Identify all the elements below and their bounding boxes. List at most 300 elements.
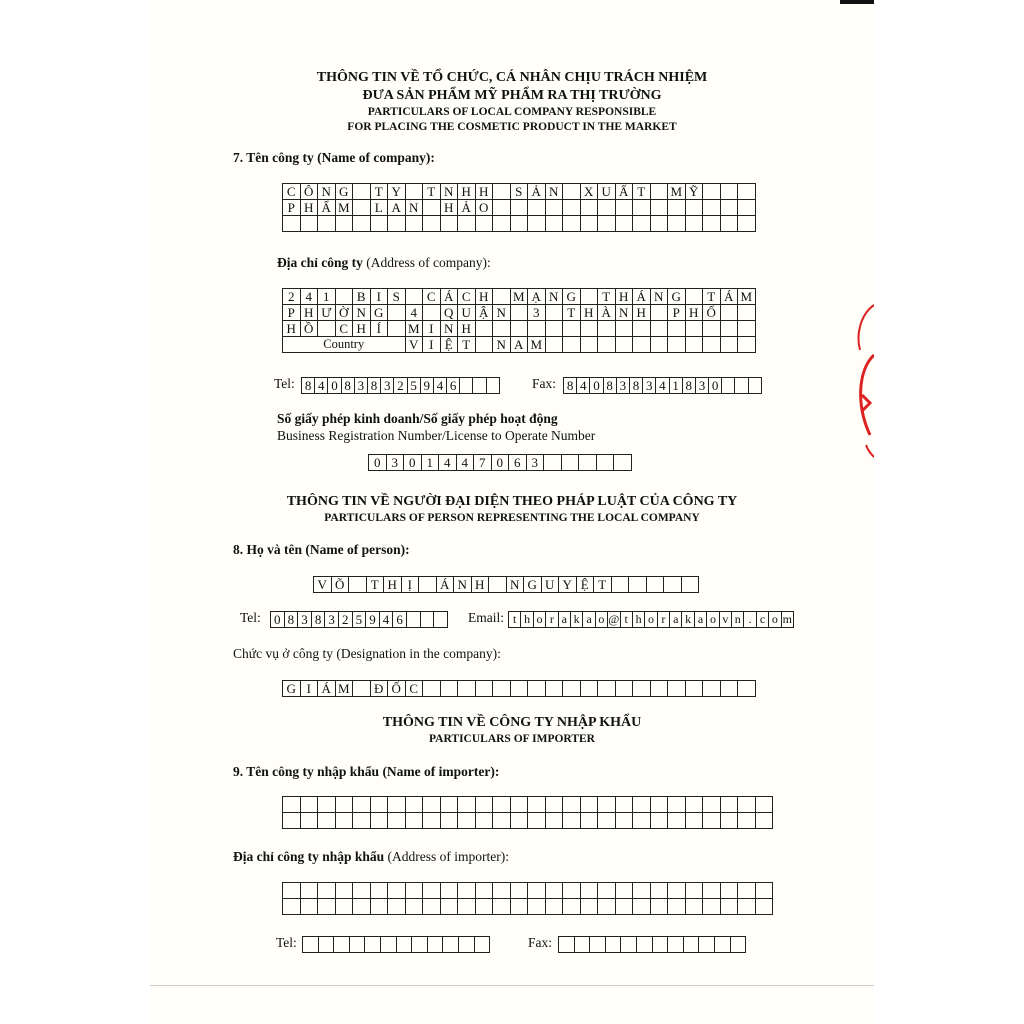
char-box[interactable] [510, 813, 528, 829]
char-box[interactable] [598, 216, 616, 232]
char-box[interactable]: t [509, 612, 521, 628]
char-box[interactable] [493, 797, 511, 813]
char-box[interactable] [300, 797, 318, 813]
char-box[interactable] [475, 797, 493, 813]
char-box[interactable]: 1 [669, 378, 682, 394]
char-box[interactable]: T [598, 289, 616, 305]
char-box[interactable]: 6 [447, 378, 460, 394]
char-box[interactable] [703, 681, 721, 697]
char-box[interactable] [668, 937, 684, 953]
char-box[interactable] [703, 184, 721, 200]
char-box[interactable] [318, 321, 336, 337]
char-box[interactable] [722, 378, 735, 394]
char-box[interactable] [388, 321, 406, 337]
char-box[interactable]: o [533, 612, 545, 628]
char-box[interactable]: r [657, 612, 669, 628]
char-box[interactable]: 8 [629, 378, 642, 394]
char-box[interactable] [720, 883, 738, 899]
char-box[interactable] [615, 681, 633, 697]
char-box[interactable]: N [650, 289, 668, 305]
importer-name-grid[interactable] [282, 796, 773, 829]
char-box[interactable] [720, 305, 738, 321]
char-box[interactable] [349, 937, 365, 953]
char-box[interactable]: T [423, 184, 441, 200]
char-box[interactable] [440, 813, 458, 829]
char-box[interactable]: 3 [298, 612, 312, 628]
char-box[interactable] [318, 899, 336, 915]
char-box[interactable] [633, 321, 651, 337]
char-box[interactable] [703, 899, 721, 915]
char-box[interactable] [318, 216, 336, 232]
char-box[interactable]: G [283, 681, 301, 697]
char-box[interactable] [738, 813, 756, 829]
char-box[interactable] [545, 216, 563, 232]
char-box[interactable]: V [314, 577, 332, 593]
char-box[interactable] [681, 577, 699, 593]
char-box[interactable]: U [541, 577, 559, 593]
importer-tel-grid[interactable] [302, 936, 490, 953]
char-box[interactable] [738, 200, 756, 216]
char-box[interactable] [563, 813, 581, 829]
char-box[interactable] [353, 184, 371, 200]
char-box[interactable] [580, 883, 598, 899]
char-box[interactable]: Q [440, 305, 458, 321]
char-box[interactable]: 3 [354, 378, 367, 394]
char-box[interactable] [755, 883, 773, 899]
char-box[interactable] [419, 577, 437, 593]
char-box[interactable]: 7 [474, 455, 492, 471]
char-box[interactable]: N [353, 305, 371, 321]
char-box[interactable] [493, 216, 511, 232]
char-box[interactable]: 4 [300, 289, 318, 305]
char-box[interactable] [423, 797, 441, 813]
char-box[interactable] [528, 681, 546, 697]
char-box[interactable] [738, 899, 756, 915]
char-box[interactable] [563, 216, 581, 232]
char-box[interactable]: U [598, 184, 616, 200]
char-box[interactable]: o [595, 612, 607, 628]
char-box[interactable] [493, 681, 511, 697]
char-box[interactable] [486, 378, 499, 394]
char-box[interactable] [545, 321, 563, 337]
char-box[interactable] [545, 797, 563, 813]
char-box[interactable] [650, 305, 668, 321]
char-box[interactable] [720, 200, 738, 216]
char-box[interactable] [650, 184, 668, 200]
char-box[interactable]: c [756, 612, 768, 628]
char-box[interactable] [683, 937, 699, 953]
char-box[interactable] [703, 321, 721, 337]
char-box[interactable]: T [594, 577, 612, 593]
char-box[interactable] [370, 883, 388, 899]
char-box[interactable] [458, 681, 476, 697]
char-box[interactable] [458, 899, 476, 915]
char-box[interactable]: 2 [394, 378, 407, 394]
char-box[interactable] [738, 305, 756, 321]
char-box[interactable]: Õ [331, 577, 349, 593]
char-box[interactable] [412, 937, 428, 953]
char-box[interactable]: P [283, 200, 301, 216]
char-box[interactable]: Ị [401, 577, 419, 593]
char-box[interactable] [615, 813, 633, 829]
person-tel-grid[interactable] [270, 611, 448, 628]
char-box[interactable]: C [423, 289, 441, 305]
char-box[interactable] [596, 455, 614, 471]
char-box[interactable]: 3 [695, 378, 708, 394]
char-box[interactable] [636, 937, 652, 953]
char-box[interactable] [300, 216, 318, 232]
char-box[interactable] [380, 937, 396, 953]
char-box[interactable]: 9 [366, 612, 380, 628]
char-box[interactable] [748, 378, 761, 394]
char-box[interactable] [300, 813, 318, 829]
char-box[interactable] [440, 216, 458, 232]
char-box[interactable]: Ậ [475, 305, 493, 321]
char-box[interactable]: 4 [456, 455, 474, 471]
char-box[interactable]: N [405, 200, 423, 216]
char-box[interactable]: T [370, 184, 388, 200]
char-box[interactable]: 4 [433, 378, 446, 394]
char-box[interactable]: Á [318, 681, 336, 697]
person-email-grid[interactable] [508, 611, 794, 628]
char-box[interactable] [633, 200, 651, 216]
char-box[interactable]: I [370, 289, 388, 305]
char-box[interactable] [703, 200, 721, 216]
char-box[interactable]: P [283, 305, 301, 321]
char-box[interactable] [580, 216, 598, 232]
char-box[interactable]: N [493, 305, 511, 321]
char-box[interactable]: X [580, 184, 598, 200]
char-box[interactable]: S [388, 289, 406, 305]
char-box[interactable] [475, 813, 493, 829]
char-box[interactable] [423, 813, 441, 829]
char-box[interactable]: Đ [370, 681, 388, 697]
char-box[interactable]: Ồ [300, 321, 318, 337]
char-box[interactable]: o [769, 612, 781, 628]
license-number-grid[interactable] [368, 454, 632, 471]
char-box[interactable] [388, 813, 406, 829]
char-box[interactable] [574, 937, 590, 953]
char-box[interactable] [434, 612, 448, 628]
char-box[interactable] [423, 200, 441, 216]
char-box[interactable] [703, 337, 721, 353]
char-box[interactable] [580, 813, 598, 829]
char-box[interactable]: À [598, 305, 616, 321]
char-box[interactable] [650, 337, 668, 353]
char-box[interactable] [335, 899, 353, 915]
char-box[interactable]: 4 [656, 378, 669, 394]
char-box[interactable]: U [458, 305, 476, 321]
char-box[interactable] [423, 305, 441, 321]
char-box[interactable]: T [633, 184, 651, 200]
char-box[interactable]: N [545, 184, 563, 200]
char-box[interactable] [458, 216, 476, 232]
char-box[interactable] [580, 321, 598, 337]
char-box[interactable] [685, 216, 703, 232]
char-box[interactable]: N [506, 577, 524, 593]
char-box[interactable] [353, 200, 371, 216]
char-box[interactable] [405, 216, 423, 232]
char-box[interactable] [614, 455, 632, 471]
char-box[interactable] [590, 937, 606, 953]
char-box[interactable]: Á [440, 289, 458, 305]
char-box[interactable] [405, 899, 423, 915]
char-box[interactable]: 6 [509, 455, 527, 471]
char-box[interactable] [580, 337, 598, 353]
char-box[interactable]: C [405, 681, 423, 697]
char-box[interactable] [668, 883, 686, 899]
char-box[interactable] [563, 200, 581, 216]
char-box[interactable] [388, 797, 406, 813]
char-box[interactable] [720, 184, 738, 200]
char-box[interactable] [473, 378, 486, 394]
char-box[interactable] [440, 883, 458, 899]
char-box[interactable] [353, 797, 371, 813]
char-box[interactable] [650, 797, 668, 813]
char-box[interactable]: 0 [590, 378, 603, 394]
char-box[interactable]: 0 [328, 378, 341, 394]
char-box[interactable]: o [707, 612, 719, 628]
char-box[interactable] [685, 883, 703, 899]
char-box[interactable]: H [685, 305, 703, 321]
char-box[interactable] [738, 216, 756, 232]
char-box[interactable] [528, 899, 546, 915]
char-box[interactable]: Ư [318, 305, 336, 321]
char-box[interactable]: 3 [526, 455, 544, 471]
char-box[interactable] [668, 681, 686, 697]
char-box[interactable] [615, 216, 633, 232]
char-box[interactable] [633, 899, 651, 915]
char-box[interactable] [510, 305, 528, 321]
importer-address-grid[interactable] [282, 882, 773, 915]
char-box[interactable] [598, 883, 616, 899]
char-box[interactable]: V [405, 337, 423, 353]
char-box[interactable] [545, 305, 563, 321]
char-box[interactable]: C [458, 289, 476, 305]
char-box[interactable]: k [570, 612, 582, 628]
char-box[interactable]: Ệ [440, 337, 458, 353]
char-box[interactable] [580, 797, 598, 813]
char-box[interactable] [633, 216, 651, 232]
char-box[interactable] [528, 883, 546, 899]
char-box[interactable] [458, 813, 476, 829]
char-box[interactable] [738, 337, 756, 353]
char-box[interactable] [440, 797, 458, 813]
char-box[interactable] [563, 321, 581, 337]
char-box[interactable]: h [521, 612, 533, 628]
char-box[interactable] [738, 184, 756, 200]
char-box[interactable] [545, 899, 563, 915]
char-box[interactable] [652, 937, 668, 953]
char-box[interactable] [615, 337, 633, 353]
char-box[interactable] [685, 321, 703, 337]
char-box[interactable]: C [335, 321, 353, 337]
char-box[interactable]: v [719, 612, 731, 628]
char-box[interactable] [458, 937, 474, 953]
char-box[interactable] [475, 216, 493, 232]
char-box[interactable]: 3 [325, 612, 339, 628]
char-box[interactable]: I [300, 681, 318, 697]
char-box[interactable] [353, 899, 371, 915]
char-box[interactable] [598, 200, 616, 216]
char-box[interactable] [283, 899, 301, 915]
char-box[interactable] [685, 813, 703, 829]
char-box[interactable]: A [388, 200, 406, 216]
char-box[interactable] [563, 797, 581, 813]
char-box[interactable] [650, 321, 668, 337]
char-box[interactable]: G [668, 289, 686, 305]
char-box[interactable]: Ô [300, 184, 318, 200]
char-box[interactable] [545, 813, 563, 829]
char-box[interactable]: H [300, 200, 318, 216]
char-box[interactable]: 8 [284, 612, 298, 628]
char-box[interactable] [580, 200, 598, 216]
char-box[interactable] [493, 321, 511, 337]
char-box[interactable] [738, 883, 756, 899]
char-box[interactable]: H [615, 289, 633, 305]
char-box[interactable] [605, 937, 621, 953]
char-box[interactable] [440, 899, 458, 915]
char-box[interactable] [615, 797, 633, 813]
char-box[interactable] [370, 216, 388, 232]
char-box[interactable] [406, 612, 420, 628]
char-box[interactable]: 2 [283, 289, 301, 305]
char-box[interactable]: H [283, 321, 301, 337]
char-box[interactable] [475, 883, 493, 899]
char-box[interactable] [685, 681, 703, 697]
char-box[interactable]: 3 [381, 378, 394, 394]
char-box[interactable] [300, 899, 318, 915]
char-box[interactable] [650, 899, 668, 915]
char-box[interactable] [580, 899, 598, 915]
char-box[interactable] [423, 681, 441, 697]
char-box[interactable] [475, 337, 493, 353]
char-box[interactable] [510, 681, 528, 697]
char-box[interactable] [703, 883, 721, 899]
char-box[interactable] [388, 883, 406, 899]
char-box[interactable] [699, 937, 715, 953]
char-box[interactable] [528, 200, 546, 216]
char-box[interactable] [405, 883, 423, 899]
char-box[interactable] [493, 899, 511, 915]
char-box[interactable] [528, 321, 546, 337]
char-box[interactable] [458, 883, 476, 899]
char-box[interactable]: H [475, 184, 493, 200]
char-box[interactable]: N [440, 184, 458, 200]
char-box[interactable] [685, 200, 703, 216]
char-box[interactable] [510, 321, 528, 337]
char-box[interactable] [458, 797, 476, 813]
char-box[interactable] [561, 455, 579, 471]
char-box[interactable]: . [744, 612, 756, 628]
char-box[interactable]: 3 [616, 378, 629, 394]
char-box[interactable] [720, 321, 738, 337]
char-box[interactable]: M [335, 200, 353, 216]
char-box[interactable] [318, 797, 336, 813]
char-box[interactable]: o [645, 612, 657, 628]
char-box[interactable]: Ệ [576, 577, 594, 593]
char-box[interactable] [615, 883, 633, 899]
char-box[interactable] [668, 899, 686, 915]
char-box[interactable]: @ [608, 612, 620, 626]
company-name-grid[interactable] [282, 183, 756, 232]
char-box[interactable]: 1 [421, 455, 439, 471]
char-box[interactable]: 0 [271, 612, 285, 628]
char-box[interactable]: 8 [302, 378, 315, 394]
char-box[interactable]: Ố [388, 681, 406, 697]
char-box[interactable]: 4 [315, 378, 328, 394]
char-box[interactable] [598, 813, 616, 829]
char-box[interactable]: r [546, 612, 558, 628]
char-box[interactable] [730, 937, 746, 953]
char-box[interactable] [510, 883, 528, 899]
char-box[interactable]: H [580, 305, 598, 321]
char-box[interactable] [423, 899, 441, 915]
char-box[interactable] [493, 883, 511, 899]
char-box[interactable] [720, 899, 738, 915]
char-box[interactable] [544, 455, 562, 471]
char-box[interactable]: k [682, 612, 694, 628]
char-box[interactable]: 8 [341, 378, 354, 394]
char-box[interactable]: C [283, 184, 301, 200]
char-box[interactable] [563, 899, 581, 915]
char-box[interactable] [545, 681, 563, 697]
char-box[interactable] [714, 937, 730, 953]
char-box[interactable]: Y [388, 184, 406, 200]
char-box[interactable] [443, 937, 459, 953]
char-box[interactable] [405, 184, 423, 200]
char-box[interactable] [335, 797, 353, 813]
char-box[interactable] [580, 681, 598, 697]
designation-grid[interactable] [282, 680, 756, 697]
char-box[interactable] [510, 216, 528, 232]
char-box[interactable]: a [583, 612, 595, 628]
char-box[interactable]: 8 [603, 378, 616, 394]
char-box[interactable] [489, 577, 507, 593]
char-box[interactable] [598, 899, 616, 915]
char-box[interactable]: B [353, 289, 371, 305]
char-box[interactable] [633, 681, 651, 697]
char-box[interactable]: Ố [703, 305, 721, 321]
char-box[interactable] [349, 577, 367, 593]
char-box[interactable]: H [458, 184, 476, 200]
char-box[interactable]: H [440, 200, 458, 216]
char-box[interactable] [579, 455, 597, 471]
char-box[interactable] [396, 937, 412, 953]
char-box[interactable] [598, 321, 616, 337]
char-box[interactable] [650, 883, 668, 899]
char-box[interactable]: H [353, 321, 371, 337]
char-box[interactable] [388, 216, 406, 232]
char-box[interactable] [493, 184, 511, 200]
char-box[interactable] [720, 813, 738, 829]
char-box[interactable] [370, 797, 388, 813]
char-box[interactable] [615, 899, 633, 915]
char-box[interactable] [598, 337, 616, 353]
char-box[interactable] [563, 184, 581, 200]
char-box[interactable]: 2 [338, 612, 352, 628]
char-box[interactable]: M [528, 337, 546, 353]
char-box[interactable]: Ả [528, 184, 546, 200]
char-box[interactable]: H [300, 305, 318, 321]
char-box[interactable]: 8 [564, 378, 577, 394]
char-box[interactable] [738, 681, 756, 697]
char-box[interactable]: Ờ [335, 305, 353, 321]
char-box[interactable]: T [458, 337, 476, 353]
char-box[interactable] [685, 899, 703, 915]
company-fax-grid[interactable] [563, 377, 762, 394]
char-box[interactable]: 3 [643, 378, 656, 394]
